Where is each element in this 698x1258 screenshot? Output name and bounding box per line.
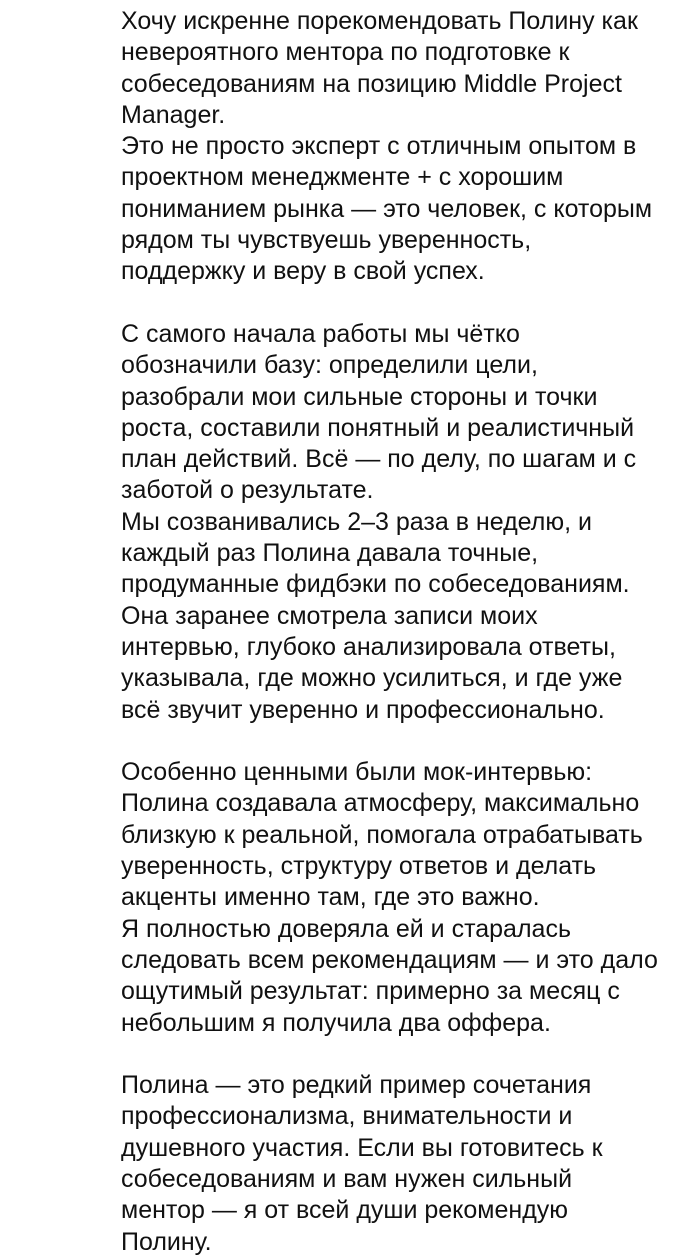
text-line: Это не просто эксперт с отличным опытом в [121,132,637,161]
paragraph-spacer [121,288,681,319]
text-line: заботой о результате. [121,476,374,505]
text-line: указывала, где можно усилиться, и где уже [121,664,623,693]
text-line: обозначили базу: определили цели, [121,351,538,380]
text-line: продуманные фидбэки по собеседованиям. [121,570,630,599]
text-line: Хочу искренне порекомендовать Полину как [121,7,638,35]
text-line: рядом ты чувствуешь уверенность, [121,226,532,255]
paragraph-mock-interviews [121,757,681,1039]
text-line: проектном менеджменте + с хорошим [121,163,564,192]
text-line: роста, составили понятный и реалистичный [121,413,635,442]
text-line: акценты именно там, где это важно. [121,883,540,912]
paragraph-spacer [121,1039,681,1070]
text-line: поддержку и веру в свой успех. [121,257,485,286]
text-line: интервью, глубоко анализировала ответы, [121,632,616,661]
text-line: собеседованиям и вам нужен сильный [121,1164,573,1193]
text-line: всё звучит уверенно и профессионально. [121,695,605,724]
text-line: план действий. Всё — по делу, по шагам и с [121,445,637,474]
text-line: Особенно ценными были мок-интервью: [121,758,593,787]
text-line: каждый раз Полина давала точные, [121,539,539,568]
text-line: Полину. [121,1227,212,1256]
paragraph-conclusion [121,1070,681,1258]
text-line: небольшим я получила два оффера. [121,1008,551,1037]
text-line: разобрали мои сильные стороны и точки [121,382,598,411]
text-line: Я полностью доверяла ей и старалась [121,914,571,943]
text-line: близкую к реальной, помогала отрабатывать [121,820,643,849]
paragraph-intro [121,6,681,288]
text-line: ментор — я от всей души рекомендую [121,1196,569,1225]
text-line: С самого начала работы мы чётко [121,319,520,348]
text-line: Полина создавала атмосферу, максимально [121,789,640,818]
text-line: Полина — это редкий пример сочетания [121,1071,592,1100]
text-line: невероятного ментора по подготовке к [121,38,570,67]
text-line: ощутимый результат: примерно за месяц с [121,977,620,1006]
text-line: Мы созванивались 2–3 раза в неделю, и [121,507,592,536]
text-line: пониманием рынка — это человек, с которым [121,194,653,223]
text-line: душевного участия. Если вы готовитесь к [121,1133,603,1162]
text-line: уверенность, структуру ответов и делать [121,852,597,881]
text-line: следовать всем рекомендациям — и это дало [121,945,658,974]
text-line: Она заранее смотрела записи моих [121,601,538,630]
text-line: собеседованиям на позицию Middle Project [121,69,622,98]
text-line: Manager. [121,100,226,129]
review-message [121,6,681,1258]
paragraph-spacer [121,726,681,757]
paragraph-process [121,319,681,726]
text-line: профессионализма, внимательности и [121,1102,573,1131]
